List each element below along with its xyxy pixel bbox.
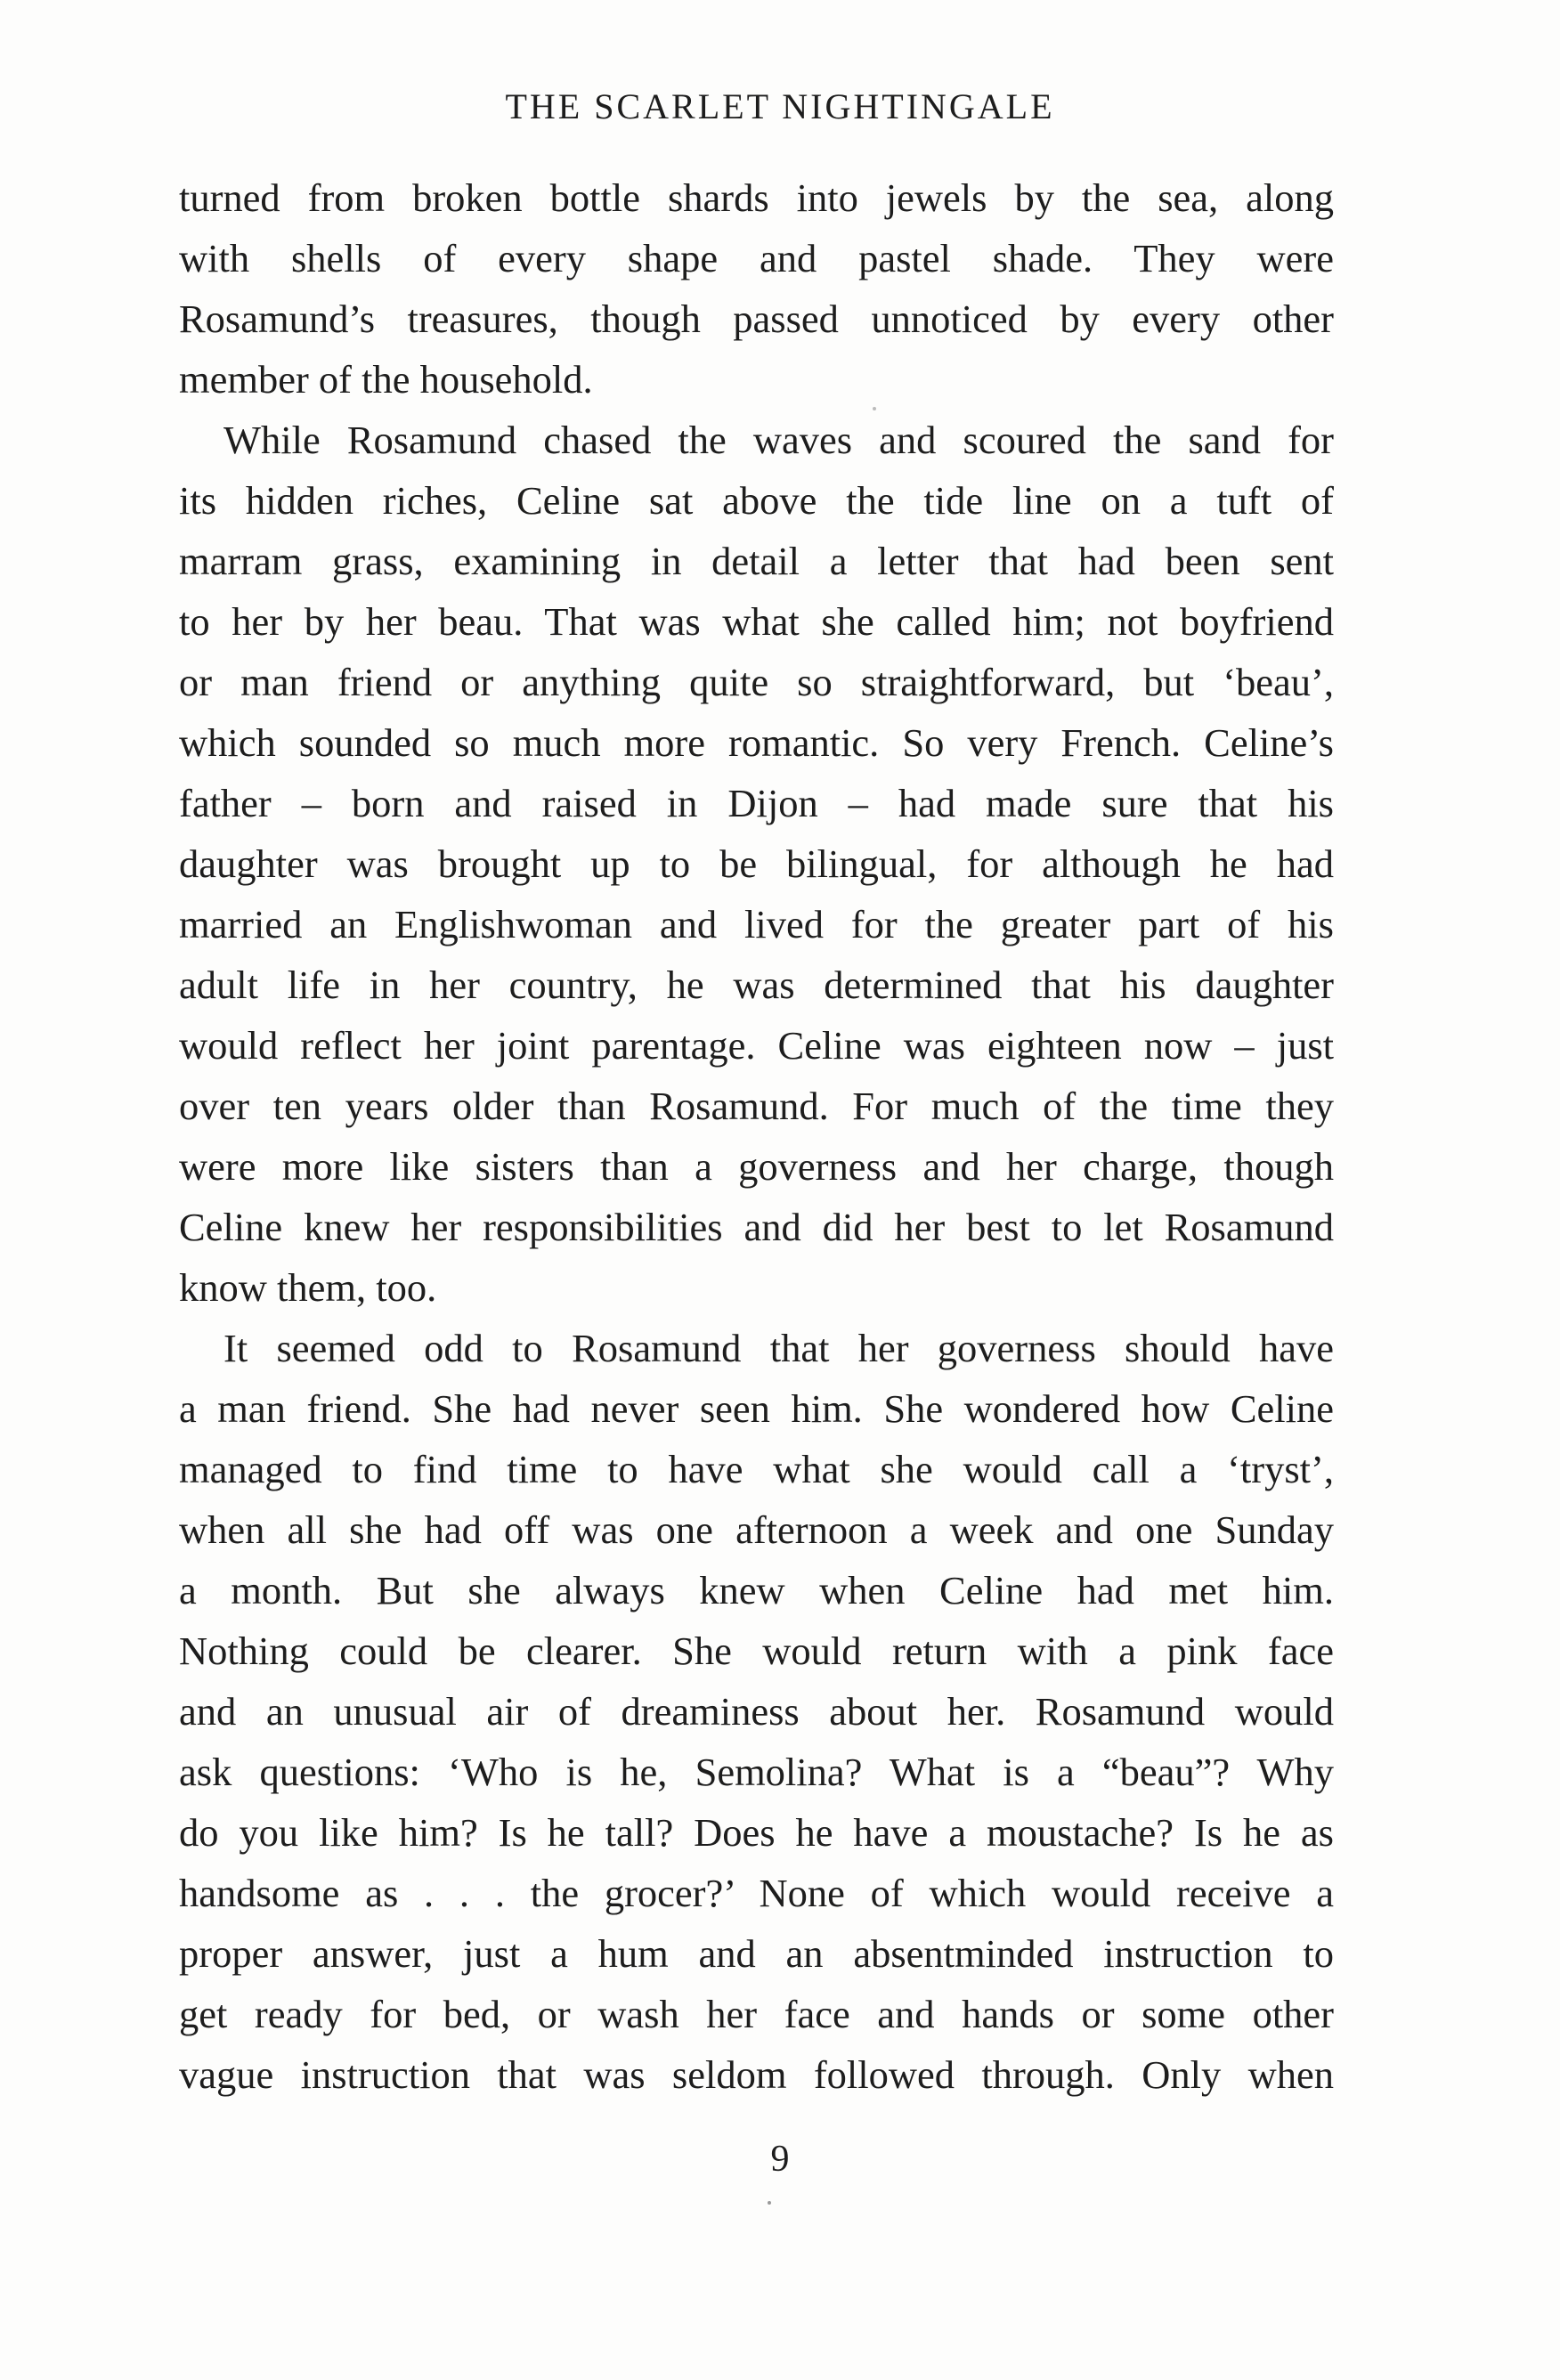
text-line: over ten years older than Rosamund. For much of the time they xyxy=(179,1084,1334,1128)
text-line: married an Englishwoman and lived for the greater part of his xyxy=(179,902,1334,946)
text-line: managed to find time to have what she would call a ‘tryst’, xyxy=(179,1447,1334,1491)
text-line: know them, too. xyxy=(179,1265,437,1310)
paragraph xyxy=(179,410,1334,1318)
paragraph xyxy=(179,1318,1334,2105)
text-line: Nothing could be clearer. She would return with a pink face xyxy=(179,1629,1334,1673)
text-line: which sounded so much more romantic. So very French. Celine’s xyxy=(179,720,1334,765)
running-head: THE SCARLET NIGHTINGALE xyxy=(505,86,1055,126)
text-line: vague instruction that was seldom followed through. Only when xyxy=(179,2052,1334,2097)
text-line: would reflect her joint parentage. Celine was eighteen now – just xyxy=(179,1023,1334,1068)
text-line: proper answer, just a hum and an absentminded instruction to xyxy=(179,1931,1334,1976)
text-line: ask questions: ‘Who is he, Semolina? What is a “beau”? Why xyxy=(179,1750,1334,1794)
text-line: a man friend. She had never seen him. She wondered how Celine xyxy=(179,1386,1334,1431)
text-line: were more like sisters than a governess and her charge, though xyxy=(179,1144,1334,1189)
text-line: father – born and raised in Dijon – had made sure that his xyxy=(179,781,1334,825)
text-line: It seemed odd to Rosamund that her governess should have xyxy=(223,1326,1334,1370)
text-line: a month. But she always knew when Celine had met him. xyxy=(179,1568,1334,1612)
text-line: adult life in her country, he was determined that his daughter xyxy=(179,963,1334,1007)
text-line: Rosamund’s treasures, though passed unnoticed by every other xyxy=(179,296,1334,341)
print-speck xyxy=(873,407,876,410)
page-number: 9 xyxy=(770,2139,790,2180)
text-line: Celine knew her responsibilities and did her best to let Rosamund xyxy=(179,1205,1334,1249)
text-line: with shells of every shape and pastel shade. They were xyxy=(179,236,1334,280)
text-line: marram grass, examining in detail a letter that had been sent xyxy=(179,539,1334,583)
text-line: or man friend or anything quite so straightforward, but ‘beau’, xyxy=(179,660,1334,704)
body-text xyxy=(179,167,1334,2105)
text-line: daughter was brought up to be bilingual, for although he had xyxy=(179,841,1334,886)
text-line: While Rosamund chased the waves and scoured the sand for xyxy=(223,418,1334,462)
text-line: get ready for bed, or wash her face and hands or some other xyxy=(179,1992,1334,2036)
paragraph xyxy=(179,167,1334,410)
text-line: handsome as . . . the grocer?’ None of which would receive a xyxy=(179,1871,1334,1915)
text-line: turned from broken bottle shards into jewels by the sea, along xyxy=(179,175,1334,220)
text-line: when all she had off was one afternoon a week and one Sunday xyxy=(179,1507,1334,1552)
text-line: member of the household. xyxy=(179,357,593,402)
text-line: and an unusual air of dreaminess about her. Rosamund would xyxy=(179,1689,1334,1734)
text-line: do you like him? Is he tall? Does he have a moustache? Is he as xyxy=(179,1810,1334,1855)
print-speck xyxy=(768,2201,771,2205)
text-line: its hidden riches, Celine sat above the tide line on a tuft of xyxy=(179,478,1334,523)
text-line: to her by her beau. That was what she called him; not boyfriend xyxy=(179,599,1334,644)
